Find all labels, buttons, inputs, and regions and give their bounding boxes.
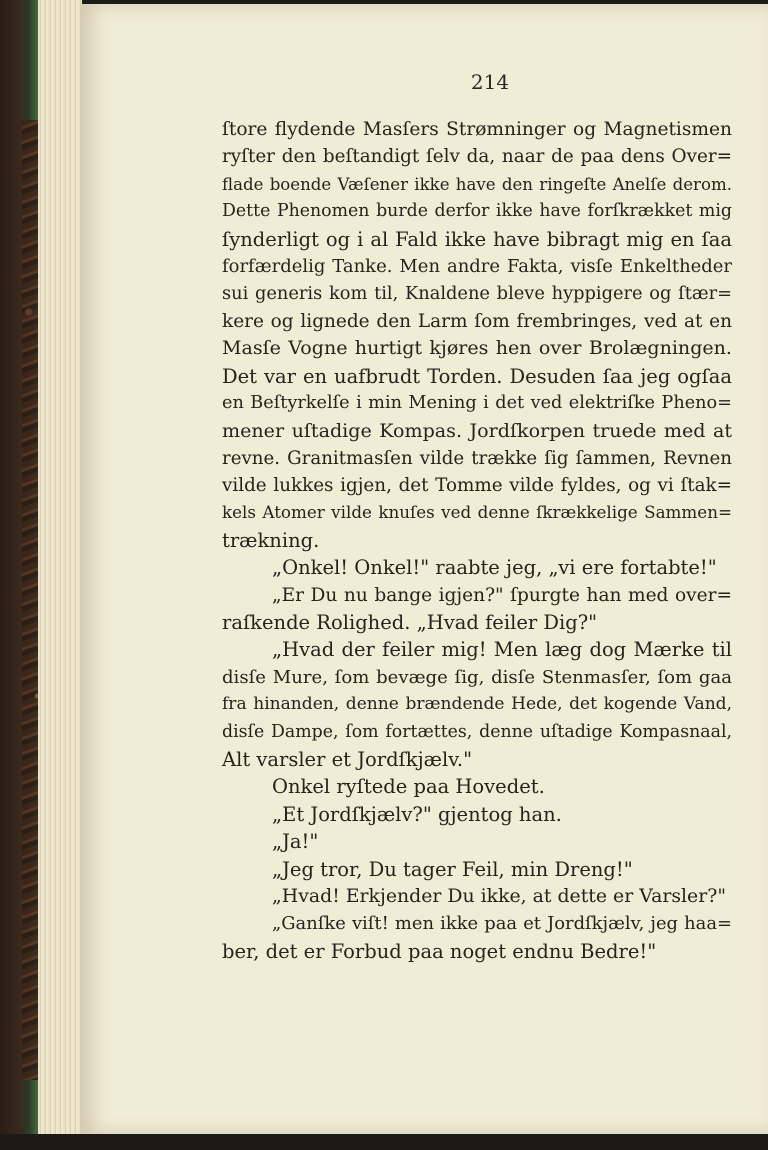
- text-line: „Onkel! Onkel!" raabte jeg, „vi ere fortabte!": [272, 556, 717, 580]
- text-line: revne. Granitmasſen vilde trække ſig ſammen, Revnen: [222, 447, 732, 469]
- text-line: flade boende Væſener ikke have den ringeſte Anelſe derom.: [222, 174, 732, 194]
- text-line: Det var en uafbrudt Torden. Desuden ſaa jeg ogſaa: [222, 364, 732, 388]
- text-line: Alt varsler et Jordſkjælv.": [222, 747, 473, 771]
- text-line: ſynderligt og i al Fald ikke have bibragt mig en ſaa: [222, 227, 732, 251]
- text-line: disſe Mure, ſom bevæge ſig, disſe Stenmasſer, ſom gaa: [222, 666, 732, 688]
- text-line: mener uſtadige Kompas. Jordſkorpen truede med at: [222, 419, 732, 443]
- text-line: „Jeg tror, Du tager Feil, min Dreng!": [272, 857, 633, 881]
- text-line: fra hinanden, denne brændende Hede, det kogende Vand,: [222, 694, 732, 715]
- text-line: disſe Dampe, ſom fortættes, denne uſtadige Kompasnaal,: [222, 721, 732, 742]
- body-text: [222, 116, 732, 965]
- text-line: en Beſtyrkelſe i min Mening i det ved elektriſke Pheno=: [222, 392, 732, 413]
- text-line: kere og lignede den Larm ſom frembringes, ved at en: [222, 310, 732, 332]
- text-line: ſtore flydende Masſers Strømninger og Magnetismen: [222, 119, 732, 140]
- text-line: forfærdelig Tanke. Men andre Fakta, visſe Enkeltheder: [222, 255, 732, 277]
- text-line: sui generis kom til, Knaldene bleve hyppigere og ſtær=: [222, 283, 732, 305]
- text-line: „Ja!": [272, 830, 319, 854]
- page-number: 214: [470, 70, 510, 94]
- text-line: raſkende Rolighed. „Hvad feiler Dig?": [222, 611, 598, 635]
- page-stack-edge: [38, 0, 82, 1150]
- text-line: ber, det er Forbud paa noget endnu Bedre!": [222, 939, 657, 963]
- text-line: „Hvad! Erkjender Du ikke, at dette er Varsler?": [272, 884, 727, 907]
- text-line: ryſter den beſtandigt ſelv da, naar de paa dens Over=: [222, 146, 732, 168]
- text-line: Masſe Vogne hurtigt kjøres hen over Brolægningen.: [222, 337, 732, 360]
- text-line: trækning.: [222, 528, 320, 552]
- text-line: vilde lukkes igjen, det Tomme vilde fyldes, og vi ſtak=: [222, 475, 732, 497]
- text-line: Dette Phenomen burde derfor ikke have forſkrækket mig: [222, 201, 732, 222]
- text-line: Onkel ryſtede paa Hovedet.: [272, 775, 545, 799]
- text-line: „Er Du nu bange igjen?" ſpurgte han med over=: [272, 584, 732, 606]
- text-line: kels Atomer vilde knuſes ved denne ſkrækkelige Sammen=: [222, 502, 732, 523]
- page-bottom-shadow: [0, 1134, 768, 1150]
- text-line: „Ganſke viſt! men ikke paa et Jordſkjælv, jeg haa=: [272, 913, 732, 935]
- text-line: „Et Jordſkjælv?" gjentog han.: [272, 802, 562, 826]
- text-line: „Hvad der feiler mig! Men læg dog Mærke til: [272, 638, 732, 662]
